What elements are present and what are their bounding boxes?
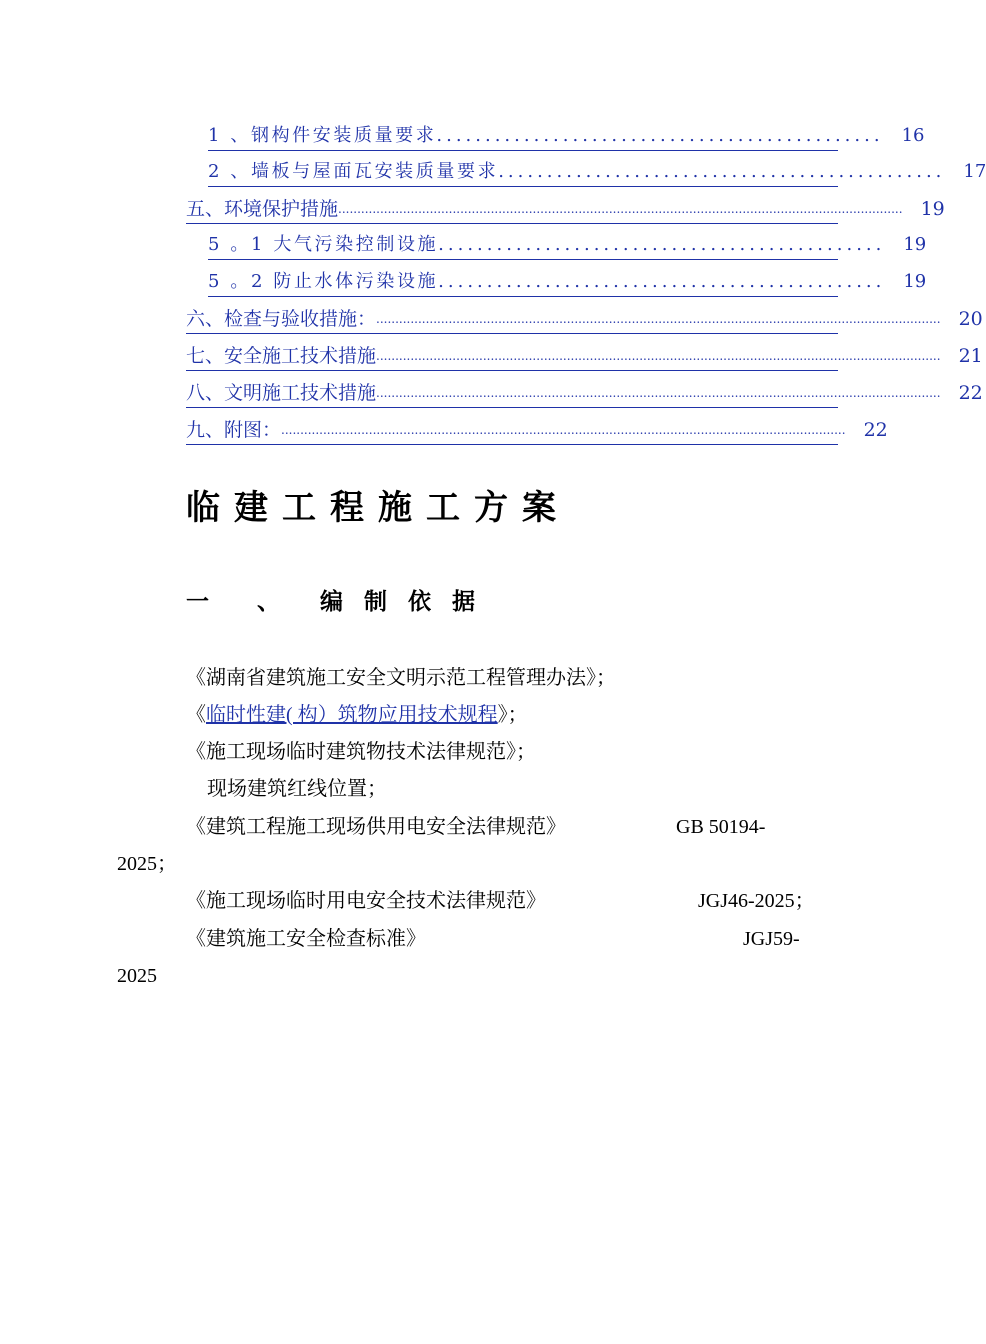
toc-dot-leader: .............................................. — [438, 271, 886, 292]
reference-item: 《建筑施工安全检查标准》 — [186, 928, 426, 950]
toc-entry — [0, 195, 950, 223]
reference-item: 《湖南省建筑施工安全文明示范工程管理办法》； — [186, 667, 616, 689]
toc-entry-text: 七、安全施工技术措施 — [186, 345, 377, 367]
toc-link-air-pollution[interactable] — [208, 231, 927, 260]
reference-bracket-close: 》； — [497, 704, 528, 726]
toc-entry-text: 5 。1 大气污染控制设施 — [208, 234, 439, 255]
reference-year: 2025； — [117, 853, 177, 875]
toc-dot-leader: .................................................................................................................................................... — [338, 202, 903, 216]
reference-bracket-open: 《 — [186, 704, 206, 726]
toc-link-safety[interactable] — [186, 342, 983, 371]
reference-item — [186, 701, 528, 729]
reference-year: 2025 — [117, 965, 157, 987]
toc-dot-leader: .................................................................................................................................................... — [376, 312, 941, 326]
toc-link-inspection[interactable] — [186, 305, 983, 334]
toc-entry — [0, 158, 986, 186]
reference-item: 现场建筑红线位置； — [207, 778, 387, 800]
toc-entry — [0, 342, 983, 370]
toc-entry — [0, 268, 950, 296]
toc-dot-leader: .............................................. — [498, 161, 946, 182]
toc-page-number: 19 — [920, 198, 945, 220]
toc-entry-text: 2 、墙板与屋面瓦安装质量要求 — [208, 161, 499, 182]
toc-page-number: 19 — [903, 271, 927, 292]
toc-link-appendix[interactable] — [186, 416, 888, 445]
toc-entry — [0, 379, 983, 407]
toc-link-water-pollution[interactable] — [208, 268, 927, 297]
toc-dot-leader: .................................................................................................................................................... — [281, 423, 846, 437]
reference-code: GB 50194- — [676, 816, 766, 838]
reference-item: 《施工现场临时用电安全技术法律规范》 — [186, 890, 546, 912]
toc-link-civilized[interactable] — [186, 379, 983, 408]
section-heading — [186, 586, 496, 618]
toc-entry — [0, 305, 983, 333]
toc-page-number: 19 — [903, 234, 927, 255]
toc-entry — [0, 231, 950, 259]
toc-page-number: 22 — [863, 419, 888, 441]
section-title-text: 编制依据 — [320, 589, 497, 615]
reference-code: JGJ59- — [743, 928, 800, 950]
toc-entry-text: 九、附图： — [186, 419, 282, 441]
toc-dot-leader: .................................................................................................................................................... — [376, 386, 941, 400]
reference-item: 《建筑工程施工现场供用电安全法律规范》 — [186, 816, 566, 838]
toc-entry — [0, 416, 950, 444]
reference-link-temporary-building-spec[interactable]: 临时性建( 构）筑物应用技术规程 — [206, 704, 498, 726]
toc-dot-leader: .............................................. — [436, 125, 884, 146]
toc-link-environment[interactable] — [186, 195, 945, 224]
toc-entry-text: 八、文明施工技术措施 — [186, 382, 377, 404]
toc-page-number: 21 — [958, 345, 983, 367]
toc-page-number: 22 — [958, 382, 983, 404]
toc-page-number: 20 — [958, 308, 983, 330]
section-number: 一 、 — [186, 589, 301, 615]
toc-entry-text: 1 、钢构件安装质量要求 — [208, 125, 437, 146]
document-title: 临建工程施工方案 — [186, 488, 570, 528]
toc-link-steel-quality[interactable] — [208, 122, 925, 151]
toc-entry-text: 六、检查与验收措施： — [186, 308, 377, 330]
reference-code: JGJ46-2025； — [698, 890, 815, 912]
toc-dot-leader: .............................................. — [438, 234, 886, 255]
toc-entry — [0, 122, 950, 150]
toc-page-number: 17 — [963, 161, 986, 182]
toc-page-number: 16 — [901, 125, 925, 146]
toc-dot-leader: .................................................................................................................................................... — [376, 349, 941, 363]
toc-entry-text: 5 。2 防止水体污染设施 — [208, 271, 439, 292]
reference-item: 《施工现场临时建筑物技术法律规范》； — [186, 741, 536, 763]
toc-link-wall-roof-quality[interactable] — [208, 158, 986, 187]
toc-entry-text: 五、环境保护措施 — [186, 198, 339, 220]
